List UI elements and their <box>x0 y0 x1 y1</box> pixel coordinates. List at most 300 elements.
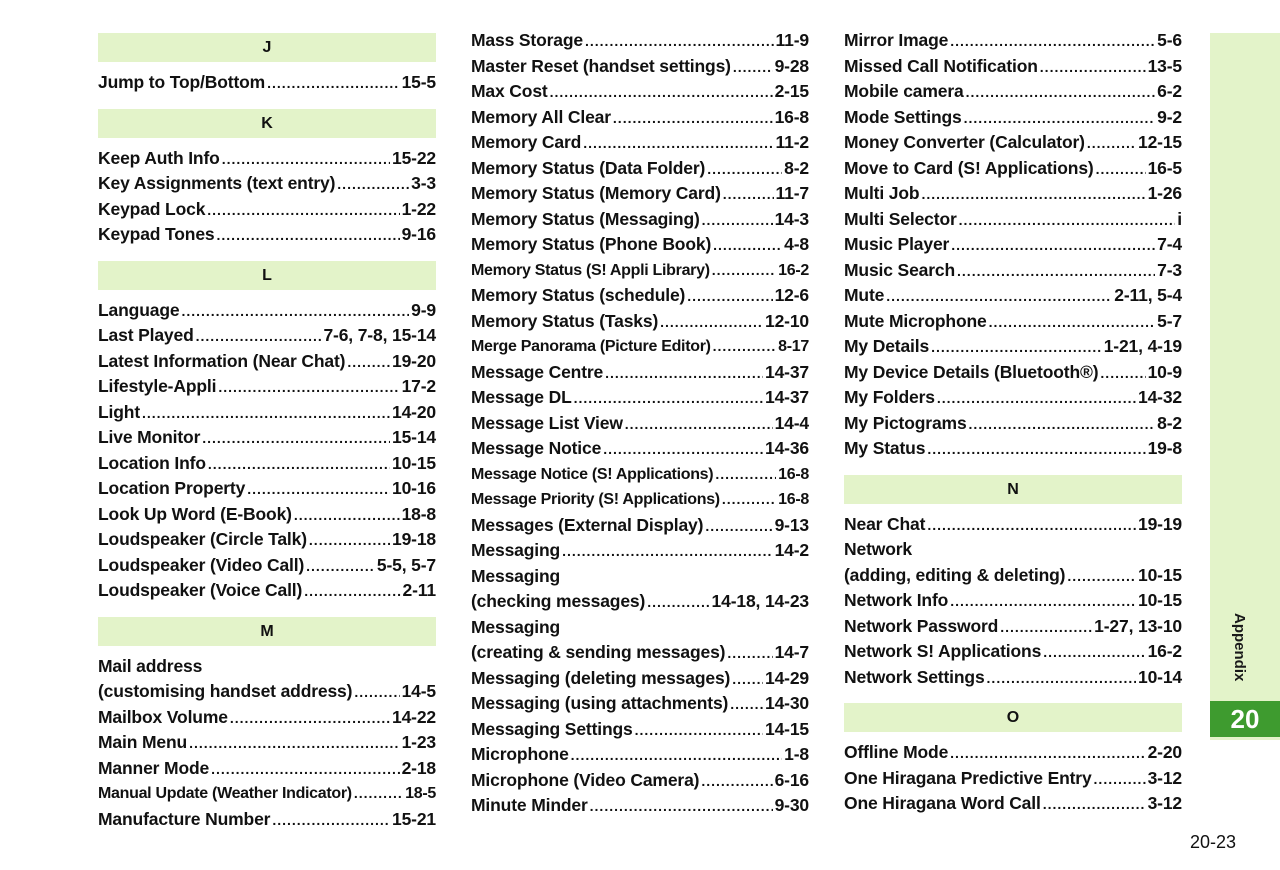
dot-leader <box>957 259 1155 285</box>
entry-term: My Status <box>844 438 926 458</box>
dot-leader <box>142 401 390 427</box>
index-entry <box>98 807 436 833</box>
entry-page-ref: 11-2 <box>775 132 809 152</box>
entry-term: Message Notice <box>471 438 602 458</box>
index-entry <box>844 436 1182 462</box>
dot-leader <box>613 106 773 132</box>
entry-term: Message Centre <box>471 361 604 382</box>
index-entry <box>844 665 1182 691</box>
entry-term: Music Player <box>844 234 950 254</box>
dot-leader <box>222 147 390 173</box>
index-entry <box>844 28 1182 54</box>
entry-term: Missed Call Notification <box>844 55 1038 76</box>
index-entry <box>471 411 809 437</box>
entry-term: Loudspeaker (Voice Call) <box>98 580 303 600</box>
dot-leader <box>966 80 1156 106</box>
entry-page-ref: 1-23 <box>401 732 436 752</box>
entry-term: Keypad Lock <box>98 198 206 219</box>
entry-term: Last Played <box>98 325 194 345</box>
index-entry <box>98 222 436 248</box>
index-entry <box>471 385 809 411</box>
entry-page-ref: 7-6, 7-8, 15-14 <box>323 325 436 345</box>
entry-term: Manual Update (Weather Indicator) <box>98 785 352 802</box>
index-entry <box>471 105 809 131</box>
dot-leader <box>1043 640 1145 666</box>
entry-page-ref: 1-8 <box>784 744 809 764</box>
entry-term: Language <box>98 299 180 320</box>
entry-page-ref: 10-9 <box>1147 361 1182 382</box>
entry-term: Microphone <box>471 744 569 764</box>
index-entry <box>844 791 1182 817</box>
entry-term: Memory All Clear <box>471 106 611 127</box>
entry-term: Keep Auth Info <box>98 147 220 168</box>
index-entry <box>844 156 1182 182</box>
index-entry <box>471 28 809 54</box>
entry-page-ref: 11-9 <box>775 30 809 50</box>
entry-page-ref: 17-2 <box>401 376 436 396</box>
entry-page-ref: 10-16 <box>391 478 436 498</box>
index-entry <box>471 487 809 513</box>
entry-term: Network Settings <box>844 666 985 687</box>
entry-term: (adding, editing & deleting) <box>844 564 1066 585</box>
entry-page-ref: 15-5 <box>401 72 436 92</box>
entry-term: Messaging <box>471 616 561 637</box>
entry-page-ref: 14-29 <box>764 667 809 688</box>
index-entry <box>471 258 809 284</box>
dot-leader <box>1000 615 1092 641</box>
entry-term: Network Password <box>844 615 999 636</box>
entry-term: Mute Microphone <box>844 310 987 331</box>
entry-page-ref: 10-14 <box>1137 666 1182 687</box>
dot-leader <box>585 29 774 55</box>
entry-term: Lifestyle-Appli <box>98 376 217 396</box>
dot-leader <box>583 131 773 157</box>
entry-term: Near Chat <box>844 513 926 534</box>
dot-leader <box>647 590 709 616</box>
dot-leader <box>950 29 1155 55</box>
entry-term: Key Assignments (text entry) <box>98 173 336 193</box>
dot-leader <box>921 182 1145 208</box>
entry-term: Network Info <box>844 590 949 610</box>
index-entry <box>844 537 1182 563</box>
entry-term: Look Up Word (E-Book) <box>98 503 292 524</box>
entry-page-ref: 16-8 <box>778 465 809 483</box>
entry-page-ref: 7-3 <box>1157 259 1182 280</box>
entry-page-ref: 14-20 <box>391 401 436 422</box>
entry-page-ref: 2-15 <box>774 81 809 101</box>
entry-page-ref: 1-21, 4-19 <box>1103 336 1182 356</box>
entry-page-ref: 5-7 <box>1157 310 1182 331</box>
dot-leader <box>733 55 773 81</box>
index-entry <box>98 654 436 680</box>
index-entry <box>98 781 436 807</box>
entry-term: Light <box>98 401 141 422</box>
index-entry <box>844 512 1182 538</box>
entry-page-ref: 1-27, 13-10 <box>1094 615 1182 636</box>
index-entry <box>471 79 809 105</box>
entry-page-ref: 5-6 <box>1157 30 1182 50</box>
entry-term: Mirror Image <box>844 30 949 50</box>
entry-page-ref: 14-15 <box>764 718 809 739</box>
entry-term: Max Cost <box>471 81 548 101</box>
index-entry <box>98 197 436 223</box>
entry-page-ref: 9-9 <box>411 299 436 320</box>
dot-leader <box>964 106 1156 132</box>
entry-page-ref: 19-20 <box>391 350 436 371</box>
index-entry <box>844 334 1182 360</box>
dot-leader <box>337 172 409 198</box>
entry-page-ref: 8-2 <box>784 157 809 178</box>
entry-term: Messages (External Display) <box>471 514 704 535</box>
index-entry <box>471 666 809 692</box>
entry-page-ref: 15-14 <box>391 427 436 447</box>
entry-page-ref: 14-18, 14-23 <box>711 591 809 611</box>
index-entry <box>844 207 1182 233</box>
index-entry <box>844 411 1182 437</box>
entry-term: Location Info <box>98 452 206 473</box>
dot-leader <box>306 554 375 580</box>
entry-page-ref: 15-22 <box>391 147 436 168</box>
entry-term: One Hiragana Word Call <box>844 793 1041 813</box>
entry-term: My Details <box>844 336 930 356</box>
entry-page-ref: 15-21 <box>391 808 436 829</box>
entry-term: My Pictograms <box>844 412 967 433</box>
entry-page-ref: 14-3 <box>774 208 809 229</box>
index-entry <box>98 425 436 451</box>
entry-page-ref: 14-32 <box>1137 387 1182 407</box>
entry-term: Minute Minder <box>471 795 588 815</box>
dot-leader <box>605 361 763 387</box>
entry-page-ref: 19-18 <box>391 529 436 549</box>
entry-page-ref: 10-15 <box>1137 590 1182 610</box>
entry-page-ref: 12-15 <box>1137 132 1182 152</box>
index-entry <box>98 146 436 172</box>
dot-leader <box>660 310 763 336</box>
dot-leader <box>702 208 773 234</box>
entry-page-ref: 9-2 <box>1157 106 1182 127</box>
index-entry <box>844 766 1182 792</box>
index-entry <box>471 564 809 590</box>
index-entry <box>844 54 1182 80</box>
dot-leader <box>959 208 1176 234</box>
index-entry <box>471 717 809 743</box>
dot-leader <box>550 80 773 106</box>
index-entry <box>471 334 809 360</box>
index-entry <box>844 258 1182 284</box>
entry-page-ref: 11-7 <box>775 183 809 203</box>
index-entry <box>471 513 809 539</box>
index-entry <box>471 768 809 794</box>
entry-page-ref: 7-4 <box>1157 234 1182 254</box>
index-entry <box>471 589 809 615</box>
entry-page-ref: 14-36 <box>764 438 809 458</box>
entry-term: Multi Job <box>844 183 920 203</box>
dot-leader <box>571 743 782 769</box>
entry-page-ref: 2-11 <box>402 580 436 600</box>
entry-page-ref: 14-30 <box>764 693 809 713</box>
entry-term: (checking messages) <box>471 591 646 611</box>
index-entry <box>471 309 809 335</box>
entry-page-ref: 1-22 <box>401 198 436 219</box>
dot-leader <box>625 412 773 438</box>
index-entry <box>471 181 809 207</box>
entry-term: Main Menu <box>98 732 188 752</box>
entry-term: Master Reset (handset settings) <box>471 55 731 76</box>
index-entry <box>471 691 809 717</box>
dot-leader <box>211 757 399 783</box>
dot-leader <box>713 334 777 360</box>
entry-term: Memory Status (Tasks) <box>471 310 659 331</box>
index-entry <box>844 309 1182 335</box>
dot-leader <box>218 375 399 401</box>
dot-leader <box>987 666 1136 692</box>
entry-term: My Device Details (Bluetooth®) <box>844 361 1099 382</box>
dot-leader <box>304 579 400 605</box>
dot-leader <box>272 808 390 834</box>
dot-leader <box>712 258 776 284</box>
entry-page-ref: 4-8 <box>784 234 809 254</box>
entry-term: Memory Status (Data Folder) <box>471 157 706 178</box>
section-gap <box>98 96 436 109</box>
entry-term: Mailbox Volume <box>98 706 228 727</box>
entry-term: Memory Status (schedule) <box>471 285 686 305</box>
dot-leader <box>931 335 1102 361</box>
index-entry <box>98 400 436 426</box>
entry-page-ref: 2-18 <box>401 757 436 778</box>
entry-term: Message Priority (S! Applications) <box>471 491 720 508</box>
entry-page-ref: i <box>1177 208 1182 229</box>
entry-page-ref: 6-16 <box>774 769 809 790</box>
dot-leader <box>574 386 763 412</box>
entry-page-ref: 2-20 <box>1147 742 1182 762</box>
entry-term: Move to Card (S! Applications) <box>844 157 1094 178</box>
entry-page-ref: 9-28 <box>774 55 809 76</box>
dot-leader <box>723 182 774 208</box>
entry-page-ref: 6-2 <box>1157 81 1182 101</box>
dot-leader <box>347 350 390 376</box>
dot-leader <box>247 477 390 503</box>
dot-leader <box>181 299 409 325</box>
dot-leader <box>635 718 763 744</box>
index-entry <box>98 679 436 705</box>
entry-page-ref: 2-11, 5-4 <box>1114 285 1182 305</box>
entry-page-ref: 14-37 <box>764 361 809 382</box>
entry-page-ref: 8-2 <box>1157 412 1182 433</box>
index-entry <box>471 207 809 233</box>
entry-term: Multi Selector <box>844 208 957 229</box>
entry-page-ref: 9-13 <box>774 514 809 535</box>
entry-page-ref: 10-15 <box>1137 564 1182 585</box>
dot-leader <box>294 503 400 529</box>
entry-page-ref: 18-5 <box>405 785 436 802</box>
index-entry <box>844 588 1182 614</box>
entry-term: Message DL <box>471 387 572 407</box>
entry-page-ref: 16-2 <box>1147 641 1182 661</box>
entry-term: Messaging <box>471 565 561 586</box>
dot-leader <box>707 157 782 183</box>
dot-leader <box>1094 767 1146 793</box>
index-entry <box>98 527 436 553</box>
index-entry <box>844 130 1182 156</box>
index-entry <box>844 79 1182 105</box>
index-entry <box>844 740 1182 766</box>
index-entry <box>471 436 809 462</box>
entry-page-ref: 19-19 <box>1137 513 1182 534</box>
entry-term: Mode Settings <box>844 106 962 127</box>
index-entry <box>98 323 436 349</box>
entry-term: Offline Mode <box>844 742 949 762</box>
entry-page-ref: 13-5 <box>1147 55 1182 76</box>
dot-leader <box>1087 131 1136 157</box>
section-gap <box>844 690 1182 703</box>
entry-page-ref: 14-5 <box>401 681 436 701</box>
index-entry <box>471 130 809 156</box>
index-entry <box>844 385 1182 411</box>
entry-page-ref: 18-8 <box>401 503 436 524</box>
entry-term: Memory Status (Memory Card) <box>471 183 721 203</box>
index-entry <box>844 283 1182 309</box>
entry-term: Mass Storage <box>471 30 583 50</box>
dot-leader <box>189 731 399 757</box>
entry-page-ref: 16-5 <box>1147 157 1182 178</box>
entry-page-ref: 14-2 <box>774 540 809 560</box>
section-letter-header: J <box>98 33 436 62</box>
dot-leader <box>207 198 399 224</box>
entry-term: Message Notice (S! Applications) <box>471 465 714 483</box>
dot-leader <box>951 233 1155 259</box>
dot-leader <box>590 794 773 820</box>
dot-leader <box>722 487 776 513</box>
entry-page-ref: 3-12 <box>1147 767 1182 788</box>
entry-term: Network S! Applications <box>844 641 1042 661</box>
entry-term: Memory Status (Messaging) <box>471 208 700 229</box>
index-entry <box>471 156 809 182</box>
section-letter-header: N <box>844 475 1182 504</box>
entry-page-ref: 12-6 <box>774 285 809 305</box>
index-column-3 <box>844 28 1182 817</box>
dot-leader <box>230 706 390 732</box>
entry-page-ref: 14-4 <box>774 412 809 433</box>
entry-term: Network <box>844 539 912 559</box>
dot-leader <box>196 324 322 350</box>
entry-page-ref: 16-2 <box>778 261 809 279</box>
dot-leader <box>1040 55 1146 81</box>
entry-page-ref: 10-15 <box>391 452 436 473</box>
entry-term: Microphone (Video Camera) <box>471 769 700 790</box>
page-number: 20-23 <box>1190 832 1237 852</box>
index-entry <box>98 553 436 579</box>
dot-leader <box>886 284 1112 310</box>
dot-leader <box>969 412 1156 438</box>
index-entry <box>98 171 436 197</box>
entry-term: Message List View <box>471 412 623 433</box>
dot-leader <box>727 641 772 667</box>
entry-term: Music Search <box>844 259 956 280</box>
dot-leader <box>701 769 772 795</box>
dot-leader <box>217 223 400 249</box>
entry-term: Jump to Top/Bottom <box>98 72 266 92</box>
entry-term: One Hiragana Predictive Entry <box>844 767 1092 788</box>
entry-term: Live Monitor <box>98 427 201 447</box>
dot-leader <box>1100 361 1145 387</box>
chapter-number-badge: 20 <box>1210 701 1280 737</box>
entry-term: (customising handset address) <box>98 681 353 701</box>
dot-leader <box>354 781 403 807</box>
section-letter-header: M <box>98 617 436 646</box>
dot-leader <box>927 437 1145 463</box>
index-entry <box>844 639 1182 665</box>
index-entry <box>844 232 1182 258</box>
dot-leader <box>730 692 763 718</box>
index-entry <box>98 578 436 604</box>
entry-page-ref: 14-37 <box>764 387 809 407</box>
index-entry <box>98 349 436 375</box>
entry-page-ref: 5-5, 5-7 <box>376 554 436 575</box>
dot-leader <box>715 462 776 488</box>
entry-page-ref: 19-8 <box>1147 438 1182 458</box>
index-entry <box>98 730 436 756</box>
entry-page-ref: 3-12 <box>1147 793 1182 813</box>
index-entry <box>471 462 809 488</box>
section-letter-header: L <box>98 261 436 290</box>
entry-term: Merge Panorama (Picture Editor) <box>471 338 711 355</box>
index-entry <box>844 181 1182 207</box>
dot-leader <box>1067 564 1136 590</box>
section-gap <box>844 462 1182 475</box>
entry-page-ref: 14-22 <box>391 706 436 727</box>
dot-leader <box>309 528 390 554</box>
entry-term: Loudspeaker (Circle Talk) <box>98 529 307 549</box>
dot-leader <box>267 71 399 97</box>
entry-term: Messaging Settings <box>471 718 633 739</box>
dot-leader <box>950 741 1145 767</box>
index-entry <box>844 563 1182 589</box>
entry-term: Location Property <box>98 478 246 498</box>
index-entry <box>98 70 436 96</box>
index-entry <box>98 374 436 400</box>
entry-page-ref: 16-8 <box>778 491 809 508</box>
entry-term: Messaging (deleting messages) <box>471 667 731 688</box>
entry-term: My Folders <box>844 387 935 407</box>
index-entry <box>844 105 1182 131</box>
section-gap <box>98 248 436 261</box>
dot-leader <box>562 539 772 565</box>
index-entry <box>471 538 809 564</box>
index-entry <box>98 298 436 324</box>
entry-page-ref: 14-7 <box>774 642 809 662</box>
entry-term: Manner Mode <box>98 757 210 778</box>
index-entry <box>98 705 436 731</box>
dot-leader <box>713 233 782 259</box>
index-column-2 <box>471 28 809 819</box>
entry-page-ref: 3-3 <box>411 173 436 193</box>
appendix-label: Appendix <box>1231 613 1248 682</box>
index-entry <box>98 756 436 782</box>
index-column-1 <box>98 33 436 832</box>
index-entry <box>98 476 436 502</box>
entry-term: Mail address <box>98 655 203 676</box>
dot-leader <box>354 680 399 706</box>
entry-term: Memory Card <box>471 132 582 152</box>
entry-term: Money Converter (Calculator) <box>844 132 1085 152</box>
entry-term: Messaging (using attachments) <box>471 693 729 713</box>
entry-term: (creating & sending messages) <box>471 642 726 662</box>
index-entry <box>844 614 1182 640</box>
entry-term: Memory Status (S! Appli Library) <box>471 261 710 279</box>
dot-leader <box>603 437 763 463</box>
entry-term: Manufacture Number <box>98 808 271 829</box>
index-entry <box>471 54 809 80</box>
